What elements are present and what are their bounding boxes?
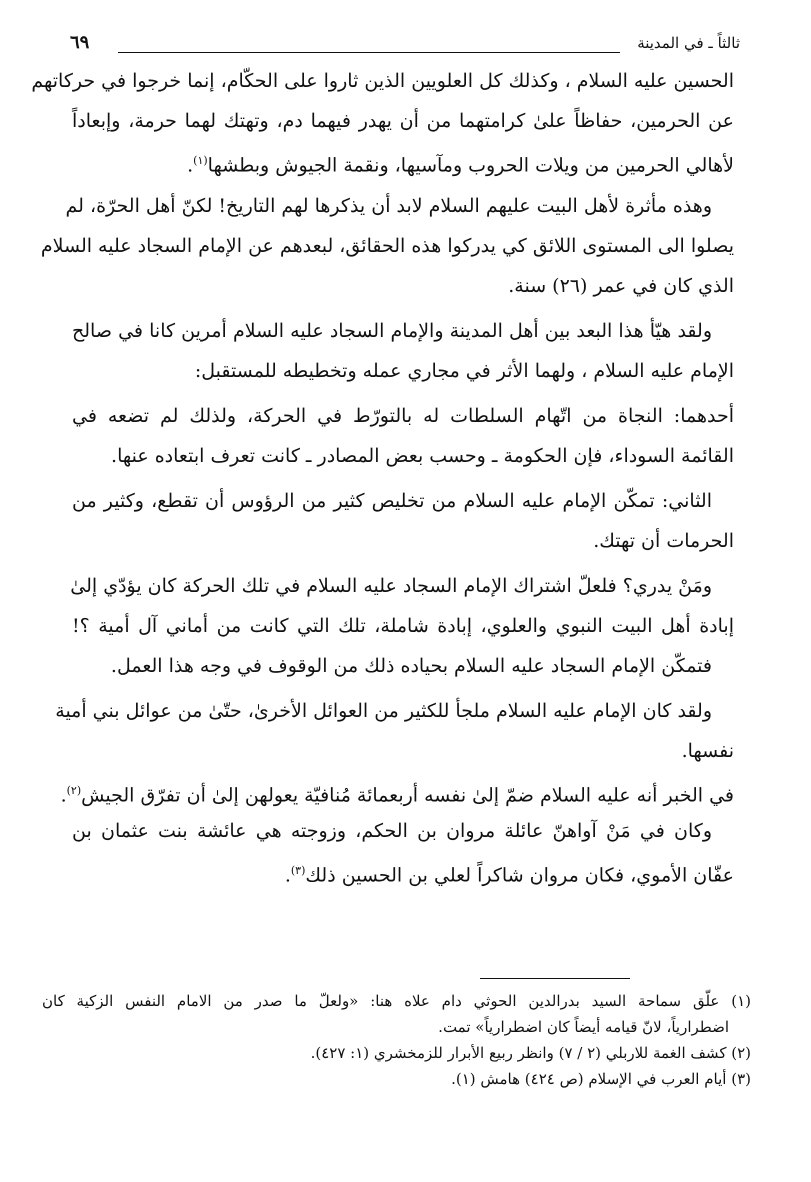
body-line: يصلوا الى المستوى اللائق كي يدركوا هذه الحقائق، لبعدهم عن الإمام السجاد عليه السلام <box>40 235 734 257</box>
footnote-1-line-2: اضطرارياً، لانّ قيامه أيضاً كان اضطرارياً» تمت. <box>438 1018 729 1036</box>
body-line: فتمكّن الإمام السجاد عليه السلام بحياده ذلك من الوقوف في وجه هذا العمل. <box>110 655 712 677</box>
header-rule <box>118 52 620 53</box>
body-line: ولقد هيّأ هذا البعد بين أهل المدينة والإمام السجاد عليه السلام أمرين كانا في صالح <box>72 320 712 342</box>
footnote-ref[interactable]: (٢) <box>66 784 82 797</box>
body-line: الحرمات أن تهتك. <box>593 530 734 552</box>
footnote-separator <box>480 978 630 979</box>
footnote-1-line-1: (١) علّق سماحة السيد بدرالدين الحوثي دام علاه هنا: «ولعلّ ما صدر من الامام النفس الزكية كان <box>42 992 751 1010</box>
running-title: ثالثاً ـ في المدينة <box>637 34 740 52</box>
line-text: لأهالي الحرمين من ويلات الحروب ومآسيها، ونقمة الجيوش وبطشها <box>207 154 734 177</box>
body-line: ومَنْ يدري؟ فلعلّ اشتراك الإمام السجاد عليه السلام في تلك الحركة كان يؤدّي إلىٰ <box>70 575 712 597</box>
body-line: القائمة السوداء، فإن الحكومة ـ وحسب بعض المصادر ـ كانت تعرف ابتعاده عنها. <box>111 445 734 467</box>
body-line: الإمام عليه السلام ، ولهما الأثر في مجاري عمله وتخطيطه للمستقبل: <box>194 360 734 382</box>
body-line: نفسها. <box>681 740 734 762</box>
footnote-3: (٣) أيام العرب في الإسلام (ص ٤٢٤) هامش (١). <box>451 1070 751 1088</box>
footnote-ref[interactable]: (١) <box>193 154 208 167</box>
footnote-2: (٢) كشف الغمة للاربلي (٢ / ٧) وانظر ربيع الأبرار للزمخشري (١: ٤٢٧). <box>310 1044 751 1062</box>
line-text: عفّان الأموي، فكان مروان شاكراً لعلي بن الحسين ذلك <box>305 864 734 887</box>
body-line: عفّان الأموي، فكان مروان شاكراً لعلي بن الحسين ذلك$^{(٣)}$. <box>284 864 734 887</box>
body-line: وكان في مَنْ آواهنّ عائلة مروان بن الحكم، وزوجته هي عائشة بنت عثمان بن <box>72 820 712 842</box>
body-line: الثاني: تمكّن الإمام عليه السلام من تخليص كثير من الرؤوس أن تقطع، وكثير من <box>72 490 712 512</box>
running-header <box>60 30 740 60</box>
footnote-ref[interactable]: (٣) <box>290 864 306 877</box>
body-line: الذي كان في عمر (٢٦) سنة. <box>508 275 734 297</box>
body-line: عن الحرمين، حفاظاً علىٰ كرامتهما من أن يهدر فيهما دم، وتهتك لهما حرمة، وإبعاداً <box>72 110 734 132</box>
body-line: الحسين عليه السلام ، وكذلك كل العلويين الذين ثاروا على الحكّام، إنما خرجوا في حركاتهم <box>31 70 734 92</box>
body-line: أحدهما: النجاة من اتّهام السلطات له بالتورّط في الحركة، ولذلك لم تضعه في <box>72 405 734 427</box>
page-number: ٦٩ <box>70 32 90 53</box>
body-line: في الخبر أنه عليه السلام ضمّ إلىٰ نفسه أربعمائة مُنافيّة يعولهن إلىٰ أن تفرّق الجيش$^{(٢)}$. <box>60 784 734 807</box>
line-text: في الخبر أنه عليه السلام ضمّ إلىٰ نفسه أربعمائة مُنافيّة يعولهن إلىٰ أن تفرّق الجيش <box>81 784 734 807</box>
body-line: وهذه مأثرة لأهل البيت عليهم السلام لابد أن يذكرها لهم التاريخ! لكنّ أهل الحرّة، لم <box>65 195 712 217</box>
body-line: إبادة أهل البيت النبوي والعلوي، إبادة شاملة، تلك التي كانت من أماني آل أمية ؟! <box>72 615 734 637</box>
body-line: ولقد كان الإمام عليه السلام ملجأ للكثير من العوائل الأخرىٰ، حتّىٰ من عوائل بني أمية <box>55 700 712 722</box>
body-line: لأهالي الحرمين من ويلات الحروب ومآسيها، ونقمة الجيوش وبطشها$^{(١)}$. <box>187 154 734 177</box>
